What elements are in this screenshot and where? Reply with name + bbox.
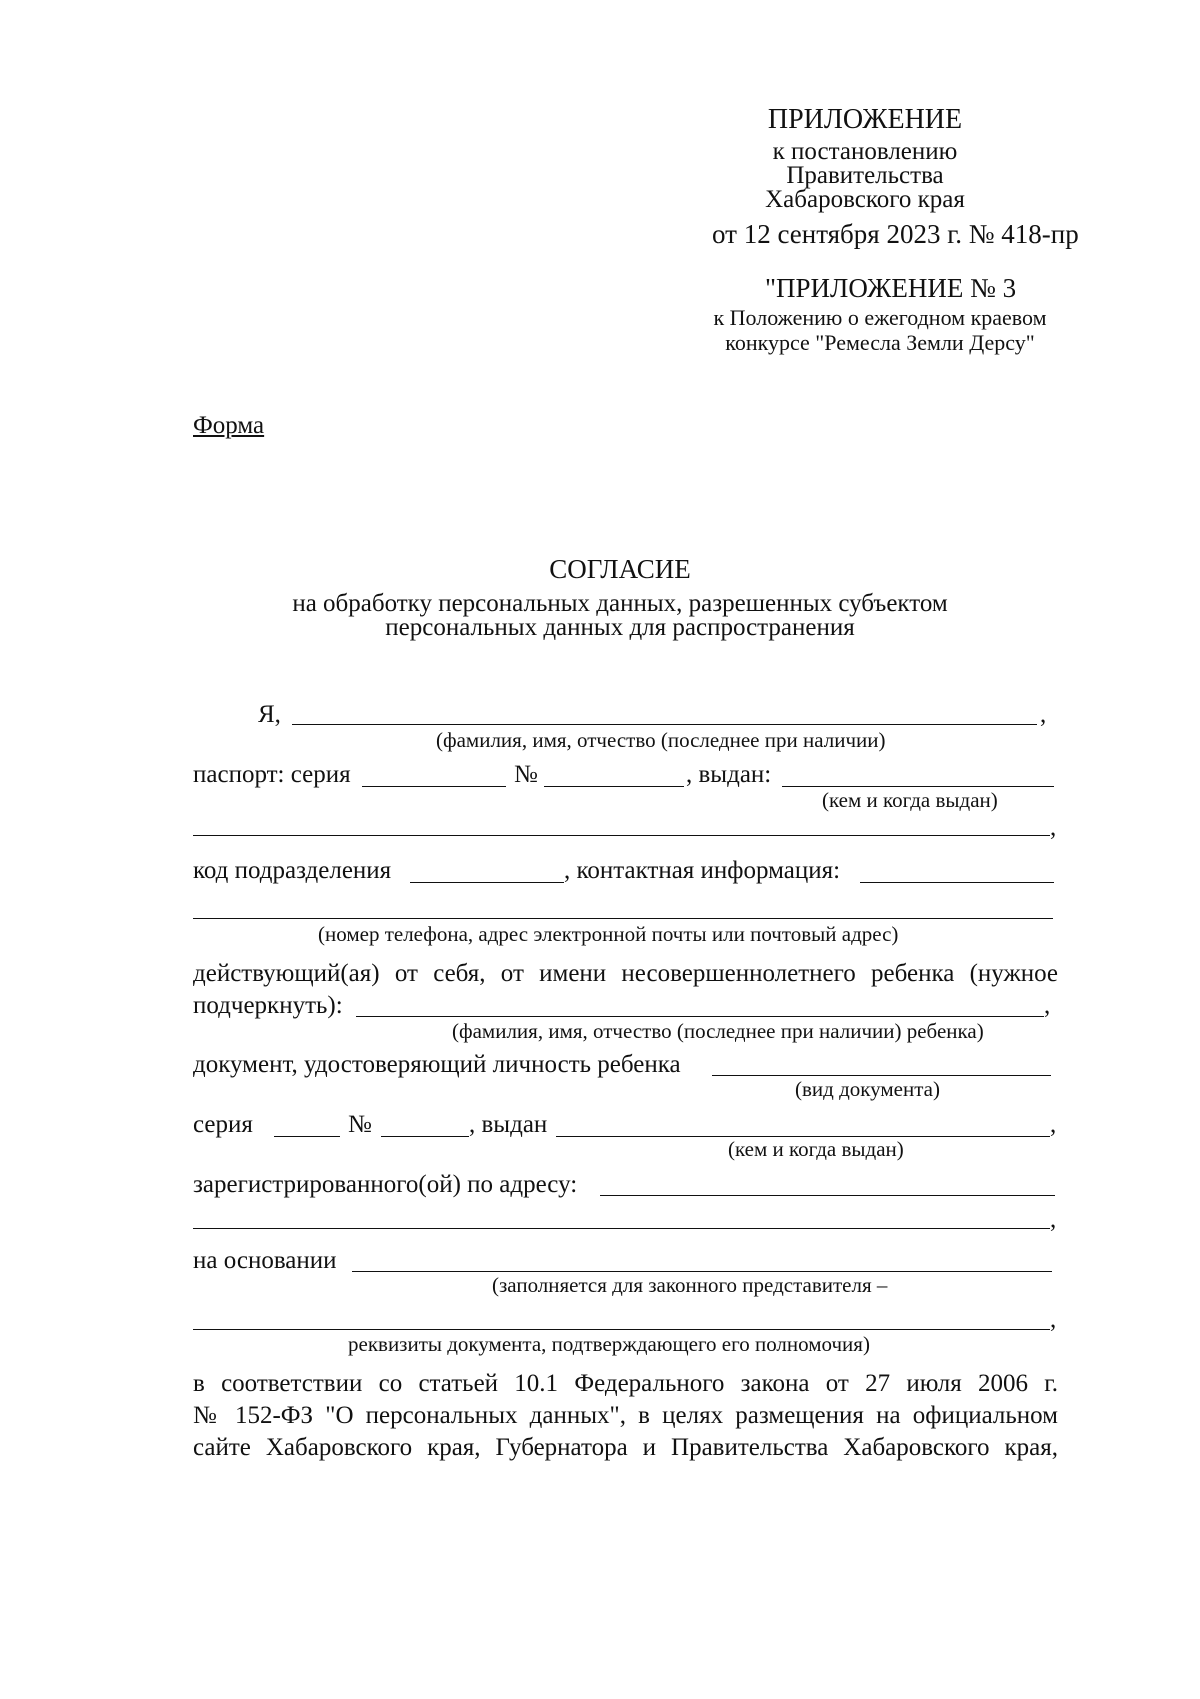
decree-line-1: к постановлению	[772, 138, 958, 165]
basis-comma: ,	[1050, 1306, 1057, 1333]
registered-label: зарегистрированного(ой) по адресу:	[193, 1171, 578, 1198]
body-line-2: № 152-ФЗ "О персональных данных", в целях размещения на официальном	[193, 1402, 1058, 1429]
passport-issued-continuation-line[interactable]	[193, 835, 1050, 836]
decree-line-2: Правительства	[786, 162, 944, 189]
acting-line-2: подчеркнуть):	[193, 992, 343, 1019]
i-label: Я,	[258, 701, 281, 728]
registered-address-field-line[interactable]	[600, 1195, 1055, 1196]
contact-field-line[interactable]	[860, 882, 1054, 883]
body-line-3: сайте Хабаровского края, Губернатора и Правительства Хабаровского края,	[193, 1434, 1058, 1461]
doc-type-hint: (вид документа)	[795, 1077, 940, 1101]
child-series-label: серия	[193, 1111, 253, 1138]
child-fio-hint: (фамилия, имя, отчество (последнее при наличии) ребенка)	[452, 1019, 984, 1043]
child-fio-comma: ,	[1044, 992, 1051, 1019]
contact-label: , контактная информация:	[564, 857, 841, 884]
appendix-3-title: "ПРИЛОЖЕНИЕ № 3	[765, 273, 1017, 303]
fio-comma: ,	[1040, 701, 1047, 728]
passport-number-field-line[interactable]	[544, 786, 684, 787]
fio-hint: (фамилия, имя, отчество (последнее при наличии)	[436, 728, 886, 752]
fio-field-line[interactable]	[292, 724, 1037, 725]
basis-hint-2: реквизиты документа, подтверждающего его полномочия)	[348, 1332, 870, 1356]
passport-issued-field-line[interactable]	[782, 786, 1054, 787]
child-issued-comma: ,	[1050, 1111, 1057, 1138]
child-doc-label: документ, удостоверяющий личность ребенка	[193, 1051, 681, 1078]
form-label: Форма	[193, 412, 265, 439]
child-number-field-line[interactable]	[381, 1136, 469, 1137]
child-issued-label: , выдан	[469, 1111, 548, 1138]
appendix-title: ПРИЛОЖЕНИЕ	[767, 104, 963, 135]
child-number-sign: №	[348, 1111, 372, 1138]
acting-line-1: действующий(ая) от себя, от имени несовершеннолетнего ребенка (нужное	[193, 960, 1058, 987]
passport-issued-label: , выдан:	[686, 761, 772, 788]
contact-continuation-line[interactable]	[193, 918, 1053, 919]
passport-series-field-line[interactable]	[362, 786, 506, 787]
appendix-3-line-2: конкурсе "Ремесла Земли Дерсу"	[725, 330, 1035, 355]
decree-date: от 12 сентября 2023 г. № 418-пр	[712, 219, 1079, 249]
contact-hint: (номер телефона, адрес электронной почты или почтовый адрес)	[318, 922, 899, 946]
division-code-field-line[interactable]	[410, 882, 564, 883]
child-fio-field-line[interactable]	[356, 1016, 1044, 1017]
registered-address-continuation-line[interactable]	[193, 1228, 1050, 1229]
child-doc-field-line[interactable]	[712, 1075, 1051, 1076]
passport-series-label: паспорт: серия	[193, 761, 351, 788]
decree-line-3: Хабаровского края	[765, 186, 965, 213]
child-series-field-line[interactable]	[274, 1136, 340, 1137]
passport-number-sign: №	[514, 761, 538, 788]
basis-field-line[interactable]	[352, 1271, 1052, 1272]
registered-comma: ,	[1050, 1206, 1057, 1233]
body-line-1: в соответствии со статьей 10.1 Федерального закона от 27 июля 2006 г.	[193, 1370, 1058, 1397]
consent-subtitle-1: на обработку персональных данных, разрешенных субъектом	[292, 590, 948, 617]
consent-title: СОГЛАСИЕ	[549, 554, 691, 584]
child-issued-hint: (кем и когда выдан)	[728, 1137, 904, 1161]
division-code-label: код подразделения	[193, 857, 392, 884]
basis-label: на основании	[193, 1247, 337, 1274]
consent-subtitle-2: персональных данных для распространения	[385, 614, 855, 641]
basis-hint-1: (заполняется для законного представителя –	[492, 1273, 888, 1297]
passport-issued-hint: (кем и когда выдан)	[822, 788, 998, 812]
basis-continuation-line[interactable]	[193, 1329, 1050, 1330]
passport-comma: ,	[1050, 814, 1057, 841]
appendix-3-line-1: к Положению о ежегодном краевом	[713, 305, 1047, 330]
